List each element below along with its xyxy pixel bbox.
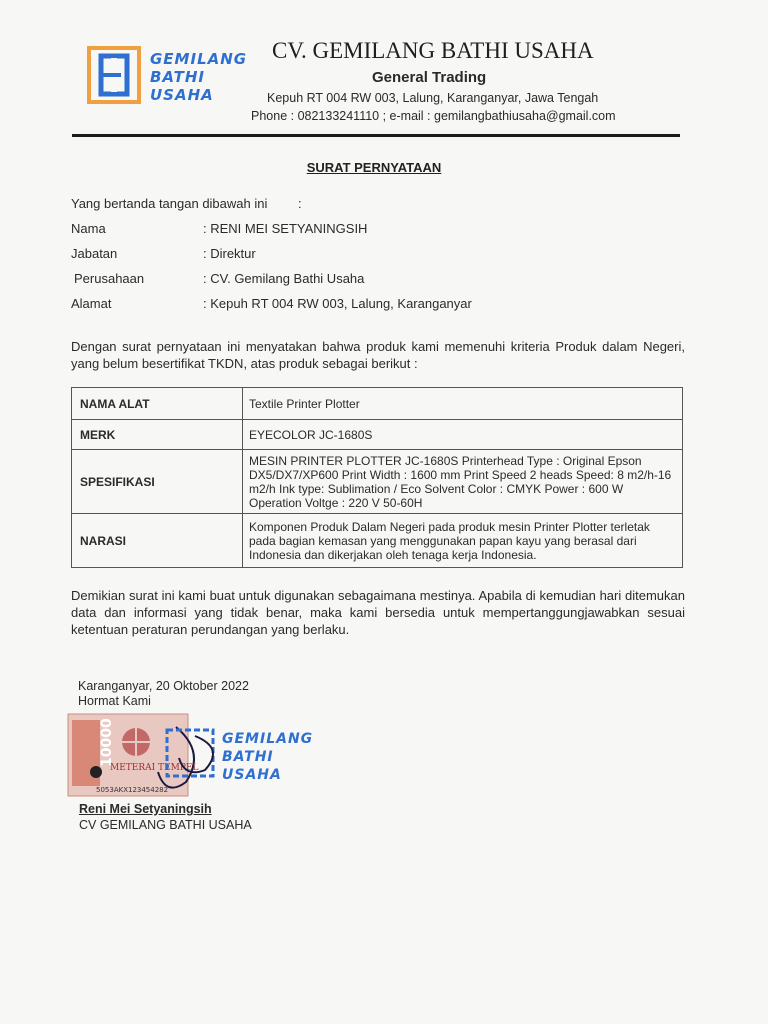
intro-colon: : xyxy=(298,196,302,211)
field-label-perusahaan: Perusahaan xyxy=(74,271,145,286)
table-key: NAMA ALAT xyxy=(72,388,243,420)
table-key: SPESIFIKASI xyxy=(72,450,243,514)
table-key: MERK xyxy=(72,420,243,450)
statement-paragraph: Dengan surat pernyataan ini menyatakan bahwa produk kami memenuhi kriteria Produk dalam Negeri, yang belum besertifikat TKDN, atas produk sebagai berikut : xyxy=(71,339,685,371)
table-row xyxy=(72,514,683,568)
field-label-alamat: Alamat xyxy=(71,296,112,311)
regards: Hormat Kami xyxy=(78,694,151,708)
table-row xyxy=(72,420,683,450)
document-title: SURAT PERNYATAAN xyxy=(306,160,442,175)
field-value-alamat: : Kepuh RT 004 RW 003, Lalung, Karanganyar xyxy=(203,296,472,311)
company-name: CV. GEMILANG BATHI USAHA xyxy=(272,38,594,63)
field-value-perusahaan: : CV. Gemilang Bathi Usaha xyxy=(203,271,365,286)
signature-header xyxy=(78,679,249,709)
signer-company: CV GEMILANG BATHI USAHA xyxy=(79,818,252,832)
table-value: Komponen Produk Dalam Negeri pada produk mesin Printer Plotter terletak pada bagian kemasan yang menggunakan papan kayu yang berasal dari Indonesia dan dikerjakan oleh tenaga kerja Indonesia. xyxy=(243,514,683,568)
logo-wordmark: GEMILANG BATHI USAHA xyxy=(150,50,248,104)
table-row xyxy=(72,450,683,514)
stamp-value: 10000 xyxy=(99,718,115,767)
field-value-nama: : RENI MEI SETYANINGSIH xyxy=(203,221,368,236)
header-divider xyxy=(72,134,680,137)
field-label-nama: Nama xyxy=(71,221,106,236)
company-stamp-wordmark: GEMILANG BATHI USAHA xyxy=(222,731,314,783)
company-contact: Phone : 082133241110 ; e-mail : gemilangbathiusaha@gmail.com xyxy=(251,109,616,123)
product-table xyxy=(71,387,683,568)
place-date: Karanganyar, 20 Oktober 2022 xyxy=(78,679,249,693)
company-logo-icon xyxy=(87,46,141,104)
closing-paragraph: Demikian surat ini kami buat untuk digunakan sebagaimana mestinya. Apabila di kemudian hari ditemukan data dan informasi yang tidak benar, maka kami bersedia untuk mempertanggungjawabkan sesuai ketentuan peraturan perundangan yang berlaku. xyxy=(71,588,685,637)
stamp-label: METERAI TEMPEL xyxy=(110,763,199,773)
table-value: EYECOLOR JC-1680S xyxy=(243,420,683,450)
table-key: NARASI xyxy=(72,514,243,568)
field-value-jabatan: : Direktur xyxy=(203,246,256,261)
intro-text: Yang bertanda tangan dibawah ini xyxy=(71,196,268,211)
signer-name: Reni Mei Setyaningsih xyxy=(79,802,212,816)
stamp-serial: 5053AKX123454282 xyxy=(96,786,169,794)
company-subtitle: General Trading xyxy=(372,69,487,86)
company-address: Kepuh RT 004 RW 003, Lalung, Karanganyar, Jawa Tengah xyxy=(267,91,599,105)
field-label-jabatan: Jabatan xyxy=(71,246,118,261)
table-value: Textile Printer Plotter xyxy=(243,388,683,420)
table-row xyxy=(72,388,683,420)
table-value: MESIN PRINTER PLOTTER JC-1680S Printerhead Type : Original Epson DX5/DX7/XP600 Print Width : 1600 mm Print Speed 2 heads Speed: 8 m2/h-16 m2/h Ink type: Sublimation / Eco Solvent Color : CMYK Power : 600 W Operation Voltge : 220 V 50-60H xyxy=(243,450,683,514)
